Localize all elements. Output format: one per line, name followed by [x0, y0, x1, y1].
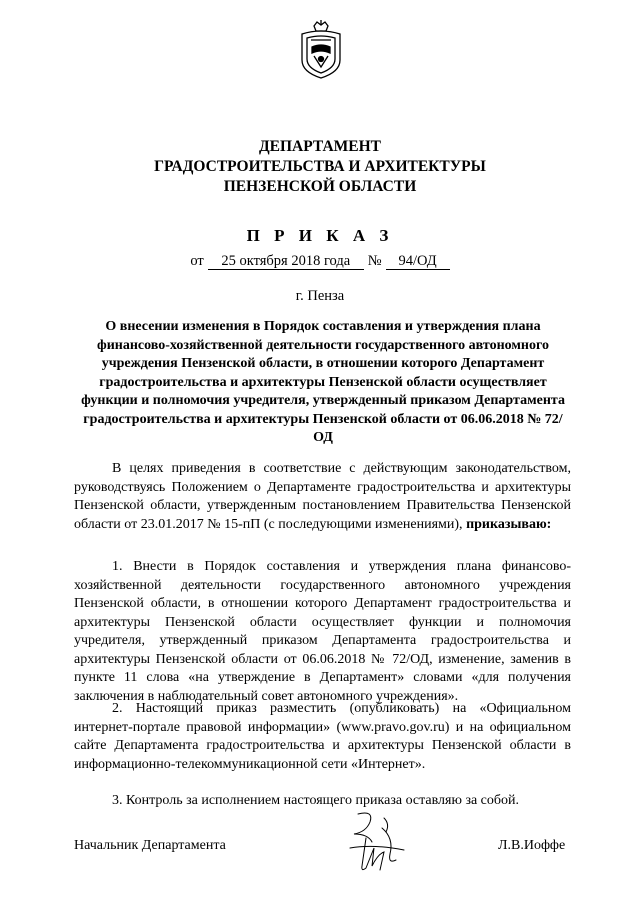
order-item-2 — [74, 700, 571, 774]
department-name — [0, 137, 640, 197]
order-date: 25 октября 2018 года — [208, 254, 364, 270]
order-subject: О внесении изменения в Порядок составления и утверждения плана финансово-хозяйственной деятельности государственного автономного учреждения Пензенской области, в отношении которого Департамент градостроительства и архитектуры Пензенской области осуществляет функции и полномочия учредителя, утвержденный приказом Департамента градостроительства и архитектуры Пензенской области от 06.06.2018 № 72/ОД — [81, 319, 565, 445]
signer-position: Начальник Департамента — [74, 838, 226, 853]
document-type-title: П Р И К А З — [246, 226, 394, 245]
signer-name: Л.В.Иоффе — [498, 838, 566, 853]
department-line-1: ДЕПАРТАМЕНТ — [258, 138, 382, 155]
order-item-1 — [74, 558, 571, 706]
preamble-emphasis: приказываю: — [466, 516, 552, 532]
order-number: 94/ОД — [386, 254, 450, 270]
department-line-3: ПЕНЗЕНСКОЙ ОБЛАСТИ — [223, 178, 417, 195]
city: г. Пенза — [295, 288, 345, 304]
order-item-3-text: 3. Контроль за исполнением настоящего приказа оставляю за собой. — [112, 793, 520, 808]
order-item-3 — [74, 792, 571, 811]
coat-of-arms-icon — [296, 20, 346, 80]
department-line-2: ГРАДОСТРОИТЕЛЬСТВА И АРХИТЕКТУРЫ — [154, 158, 486, 175]
preamble-text: В целях приведения в соответствие с действующим законодательством, руководствуясь Положением о Департаменте градостроительства и архитектуры Пензенской области, утвержденным постановлением Правительства Пензенской области от 23.01.2017 № 15-пП (с последующими изменениями), — [74, 461, 571, 532]
order-item-2-text: 2. Настоящий приказ разместить (опубликовать) на «Официальном интернет-портале правовой информации» (www.pravo.gov.ru) и на официальном сайте Департамента градостроительства и архитектуры Пензенской области в информационно-телекоммуникационной сети «Интернет». — [74, 701, 571, 772]
order-item-1-text: 1. Внести в Порядок составления и утверждения плана финансово-хозяйственной деятельности государственного автономного учреждения Пензенской области, в отношении которого Департамент градостроительства и архитектуры Пензенской области осуществляет функции и полномочия учредителя, утвержденный приказом Департамента градостроительства и архитектуры Пензенской области от 06.06.2018 № 72/ОД, изменение, заменив в пункте 11 слова «на утверждение в Департамент» словами «для получения заключения в наблюдательный совет автономного учреждения». — [74, 559, 571, 704]
handwritten-signature-icon — [344, 808, 416, 874]
order-date-line — [0, 253, 640, 270]
date-prefix: от — [190, 253, 204, 269]
number-prefix: № — [367, 253, 382, 269]
preamble-paragraph — [74, 460, 571, 534]
